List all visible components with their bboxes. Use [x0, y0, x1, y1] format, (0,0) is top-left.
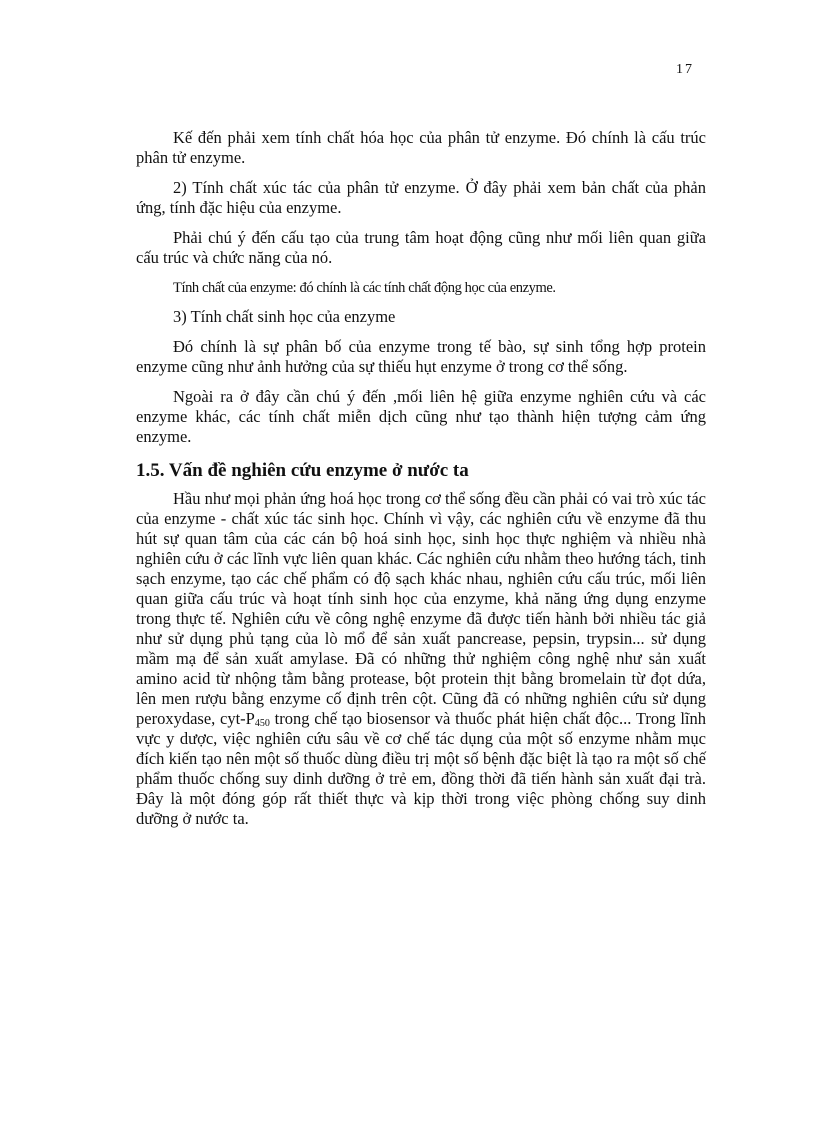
page-content [136, 128, 706, 839]
body-text-part-1: Hầu như mọi phản ứng hoá học trong cơ thể sống đều cần phải có vai trò xúc tác của enzyme - chất xúc tác sinh học. Chính vì vậy, các nghiên cứu về enzyme đã thu hút sự quan tâm của các cán bộ hoá sinh học, sinh học thực nghiệm và nhiều nhà nghiên cứu ở các lĩnh vực liên quan khác. Các nghiên cứu nhằm theo hướng tách, tinh sạch enzyme, tạo các chế phẩm có độ sạch khác nhau, nghiên cứu cấu trúc, mối liên quan giữa cấu trúc và hoạt tính sinh học của enzyme, khả năng ứng dụng enzyme trong thực tế. Nghiên cứu về công nghệ enzyme đã được tiến hành bởi nhiều tác giả như sử dụng phủ tạng của lò mổ để sản xuất pancrease, pepsin, trypsin... sử dụng mầm mạ để sản xuất amylase. Đã có những thử nghiệm công nghệ như sản xuất amino acid từ nhộng tằm bằng protease, bột protein thịt bằng bromelain từ đọt dứa, lên men rượu bằng enzyme cố định trên cột. Cũng đã có những nghiên cứu sử dụng peroxydase, cyt-P [136, 489, 706, 728]
paragraph-distribution: Đó chính là sự phân bố của enzyme trong tế bào, sự sinh tổng hợp protein enzyme cũng như ảnh hưởng của sự thiếu hụt enzyme ở trong cơ thể sống. [136, 337, 706, 376]
paragraph-active-center: Phải chú ý đến cấu tạo của trung tâm hoạt động cũng như mối liên quan giữa cấu trúc và chức năng của nó. [136, 228, 706, 267]
paragraph-catalytic-properties: 2) Tính chất xúc tác của phân tử enzyme. Ở đây phải xem bản chất của phản ứng, tính đặc hiệu của enzyme. [136, 178, 706, 217]
section-heading: 1.5. Vấn đề nghiên cứu enzyme ở nước ta [136, 460, 469, 481]
paragraph-relations: Ngoài ra ở đây cần chú ý đến ,mối liên hệ giữa enzyme nghiên cứu và các enzyme khác, các tính chất miễn dịch cũng như tạo thành hiện tượng cảm ứng enzyme. [136, 387, 706, 446]
cyt-p450-subscript: 450 [254, 718, 270, 729]
page-number: 17 [676, 62, 694, 77]
paragraph-kinetic-properties: Tính chất của enzyme: đó chính là các tính chất động học của enzyme. [173, 280, 556, 296]
paragraph-chemical-properties: Kế đến phải xem tính chất hóa học của phân tử enzyme. Đó chính là cấu trúc phân tử enzyme. [136, 128, 706, 167]
body-text-part-2: trong chế tạo biosensor và thuốc phát hiện chất độc... Trong lĩnh vực y dược, việc nghiên cứu sâu về cơ chế tác dụng của một số enzyme nhằm mục đích kiến tạo nên một số thuốc dùng điều trị một số bệnh đặc biệt là tạo ra một số chế phẩm thuốc chống suy dinh dưỡng ở trẻ em, đồng thời đã tiến hành sản xuất đại trà. Đây là một đóng góp rất thiết thực và kịp thời trong việc phòng chống suy dinh dưỡng ở nước ta. [136, 709, 707, 828]
paragraph-research-vietnam [136, 489, 706, 829]
paragraph-biological-properties: 3) Tính chất sinh học của enzyme [173, 307, 396, 326]
